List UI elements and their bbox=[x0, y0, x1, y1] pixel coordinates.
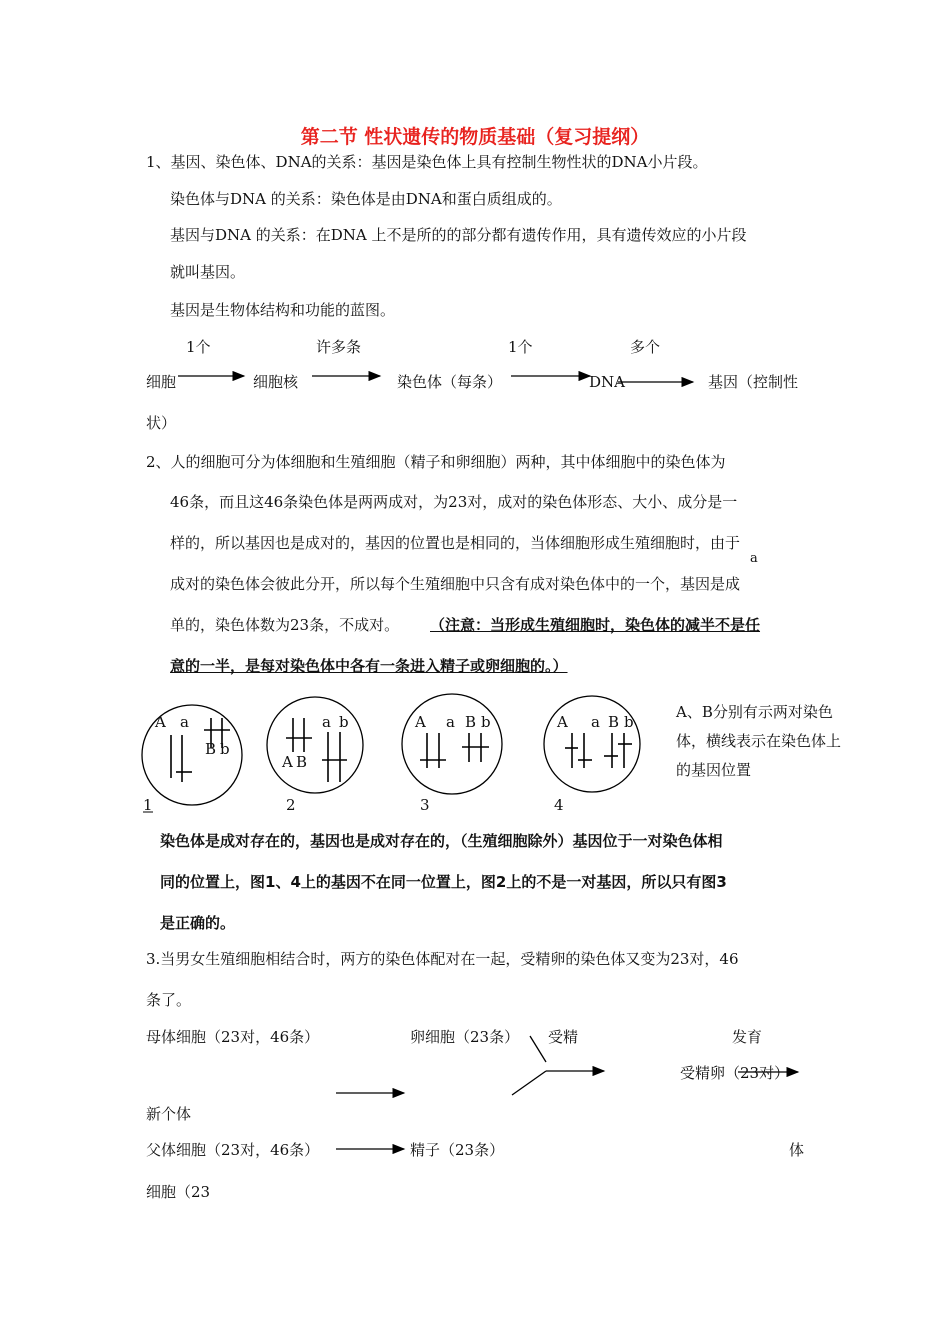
cell4-label-a: a bbox=[591, 713, 600, 731]
cell4-number: 4 bbox=[554, 796, 564, 814]
flow-node-gene: 基因（控制性 bbox=[708, 373, 799, 391]
body-cell-label: 细胞（23 bbox=[146, 1183, 211, 1201]
flow-label-4: 多个 bbox=[630, 338, 661, 356]
merge-connector bbox=[512, 1071, 546, 1095]
cell-diagram-4 bbox=[544, 696, 640, 792]
cell2-number: 2 bbox=[286, 796, 296, 814]
note-line1: （注意：当形成生殖细胞时，染色体的减半不是任 bbox=[430, 616, 761, 634]
cell1-label-b: b bbox=[220, 740, 230, 758]
section2-line4: 成对的染色体会彼此分开，所以每个生殖细胞中只含有成对染色体中的一个，基因是成 bbox=[170, 575, 741, 593]
flow-label-1: 1个 bbox=[186, 338, 211, 356]
section1-line2: 染色体与DNA 的关系：染色体是由DNA和蛋白质组成的。 bbox=[170, 190, 562, 208]
section2-line1: 2、人的细胞可分为体细胞和生殖细胞（精子和卵细胞）两种，其中体细胞中的染色体为 bbox=[146, 453, 726, 471]
section1-line1: 1、基因、染色体、DNA的关系：基因是染色体上具有控制生物性状的DNA小片段。 bbox=[146, 153, 708, 171]
father-cell: 父体细胞（23对，46条） bbox=[146, 1141, 320, 1159]
note-line2: 意的一半，是每对染色体中各有一条进入精子或卵细胞的。） bbox=[170, 657, 568, 675]
page-title: 第二节 性状遗传的物质基础（复习提纲） bbox=[300, 126, 650, 148]
section1-line4: 就叫基因。 bbox=[170, 263, 246, 281]
explain-line2: 同的位置上，图1、4上的基因不在同一位置上，图2上的不是一对基因，所以只有图3 bbox=[160, 873, 727, 891]
cell2-label-A: A bbox=[282, 753, 293, 771]
sperm-cell: 精子（23条） bbox=[410, 1141, 505, 1159]
flow-wrap: 状） bbox=[146, 414, 177, 432]
mother-cell: 母体细胞（23对，46条） bbox=[146, 1028, 320, 1046]
cell1-label-B: B bbox=[205, 740, 217, 758]
cell1-label-A: A bbox=[155, 713, 166, 731]
flow-node-dna: DNA bbox=[589, 373, 625, 391]
fertilization-label: 受精 bbox=[548, 1028, 579, 1046]
cell3-number: 3 bbox=[420, 796, 430, 814]
explain-line1: 染色体是成对存在的，基因也是成对存在的，（生殖细胞除外）基因位于一对染色体相 bbox=[160, 832, 723, 850]
cell3-label-a: a bbox=[446, 713, 455, 731]
cell1-label-a: a bbox=[180, 713, 189, 731]
cell3-label-A: A bbox=[415, 713, 426, 731]
cell2-label-B: B bbox=[296, 753, 308, 771]
section3-line2: 条了。 bbox=[146, 991, 192, 1009]
cell2-label-b: b bbox=[339, 713, 349, 731]
cell4-label-B: B bbox=[608, 713, 620, 731]
body-label: 体 bbox=[789, 1141, 805, 1159]
section1-line3: 基因与DNA 的关系：在DNA 上不是所的的部分都有遗传作用，具有遗传效应的小片段 bbox=[170, 226, 747, 244]
cell4-label-A: A bbox=[557, 713, 568, 731]
explain-line3: 是正确的。 bbox=[160, 914, 236, 932]
flow-node-cell: 细胞 bbox=[146, 373, 177, 391]
zygote-label: 受精卵（23对） bbox=[680, 1064, 790, 1082]
egg-cell: 卵细胞（23条） bbox=[410, 1028, 520, 1046]
cell4-label-b: b bbox=[624, 713, 634, 731]
section2-line5: 单的，染色体数为23条，不成对。 bbox=[170, 616, 400, 634]
section3-line1: 3.当男女生殖细胞相结合时，两方的染色体配对在一起，受精卵的染色体又变为23对，46 bbox=[146, 950, 739, 968]
development-label: 发育 bbox=[732, 1028, 763, 1046]
figure-caption-1: A、B分别有示两对染色 bbox=[676, 703, 833, 721]
figure-caption-3: 的基因位置 bbox=[676, 761, 752, 779]
stray-letter: a bbox=[750, 551, 758, 566]
new-individual: 新个体 bbox=[146, 1105, 192, 1123]
cell1-number: 1 bbox=[143, 796, 153, 814]
section1-line5: 基因是生物体结构和功能的蓝图。 bbox=[170, 301, 396, 319]
flow-label-2: 许多条 bbox=[316, 338, 362, 356]
flow-node-chromosome: 染色体（每条） bbox=[397, 373, 503, 391]
figure-caption-2: 体，横线表示在染色体上 bbox=[676, 732, 842, 750]
section2-line2: 46条，而且这46条染色体是两两成对，为23对，成对的染色体形态、大小、成分是一 bbox=[170, 493, 738, 511]
cell2-label-a: a bbox=[322, 713, 331, 731]
cell3-label-b: b bbox=[481, 713, 491, 731]
cell-diagram-3 bbox=[402, 694, 502, 794]
cell3-label-B: B bbox=[465, 713, 477, 731]
egg-connector bbox=[530, 1036, 546, 1062]
section2-line3: 样的，所以基因也是成对的，基因的位置也是相同的，当体细胞形成生殖细胞时，由于 bbox=[170, 534, 741, 552]
flow-label-3: 1个 bbox=[508, 338, 533, 356]
flow-node-nucleus: 细胞核 bbox=[253, 373, 299, 391]
